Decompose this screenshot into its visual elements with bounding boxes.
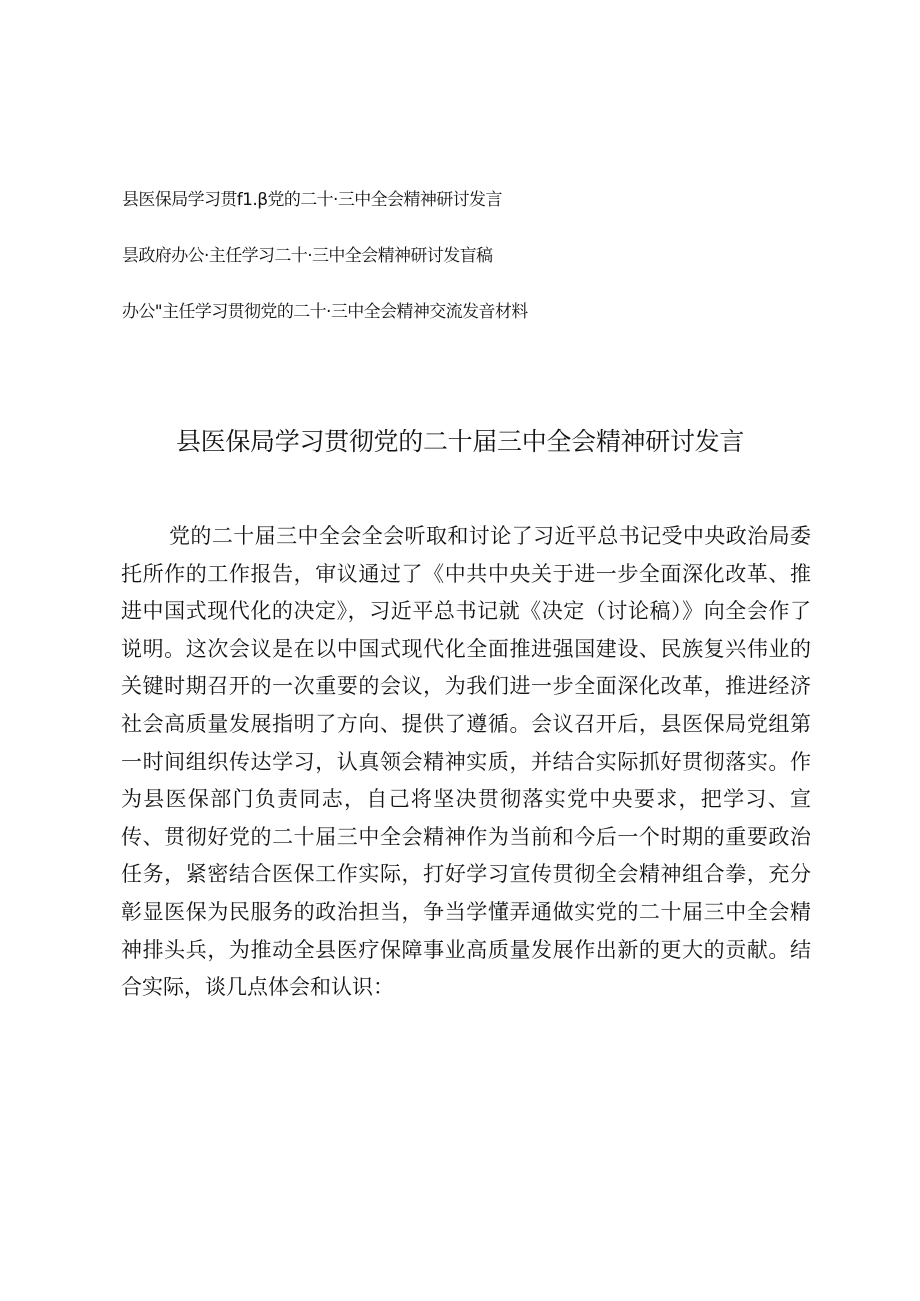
body-paragraph: 党的二十届三中全会全会听取和讨论了习近平总书记受中央政治局委托所作的工作报告，审议通过了《中共中央关于进一步全面深化改革、推进中国式现代化的决定》，习近平总书记就《决定（讨论稿）》向全会作了说明。这次会议是在以中国式现代化全面推进强国建设、民族复兴伟业的关键时期召开的一次重要的会议，为我们进一步全面深化改革，推进经济社会高质量发展指明了方向、提供了遵循。会议召开后，县医保局党组第一时间组织传达学习，认真领会精神实质，并结合实际抓好贯彻落实。作为县医保部门负责同志，自己将坚决贯彻落实党中央要求，把学习、宣传、贯彻好党的二十届三中全会精神作为当前和今后一个时期的重要政治任务，紧密结合医保工作实际，打好学习宣传贯彻全会精神组合拳，充分彰显医保为民服务的政治担当，争当学懂弄通做实党的二十届三中全会精神排头兵，为推动全县医疗保障事业高质量发展作出新的更大的贡献。结合实际，谈几点体会和认识：: [121, 524, 811, 1000]
toc-item-1: 县医保局学习贯f1.β党的二十·三中全会精神研讨发言: [122, 190, 502, 210]
toc-item-3: 办公"主任学习贯彻党的二十·三中全会精神交流发音材料: [122, 302, 528, 322]
toc-item-2: 昙政府办公·主任学习二十·三中全会精神研讨发盲稿: [122, 246, 493, 266]
table-of-contents: [122, 188, 822, 356]
document-title: 县医保局学习贯彻党的二十届三中全会精神研讨发言: [175, 427, 745, 456]
